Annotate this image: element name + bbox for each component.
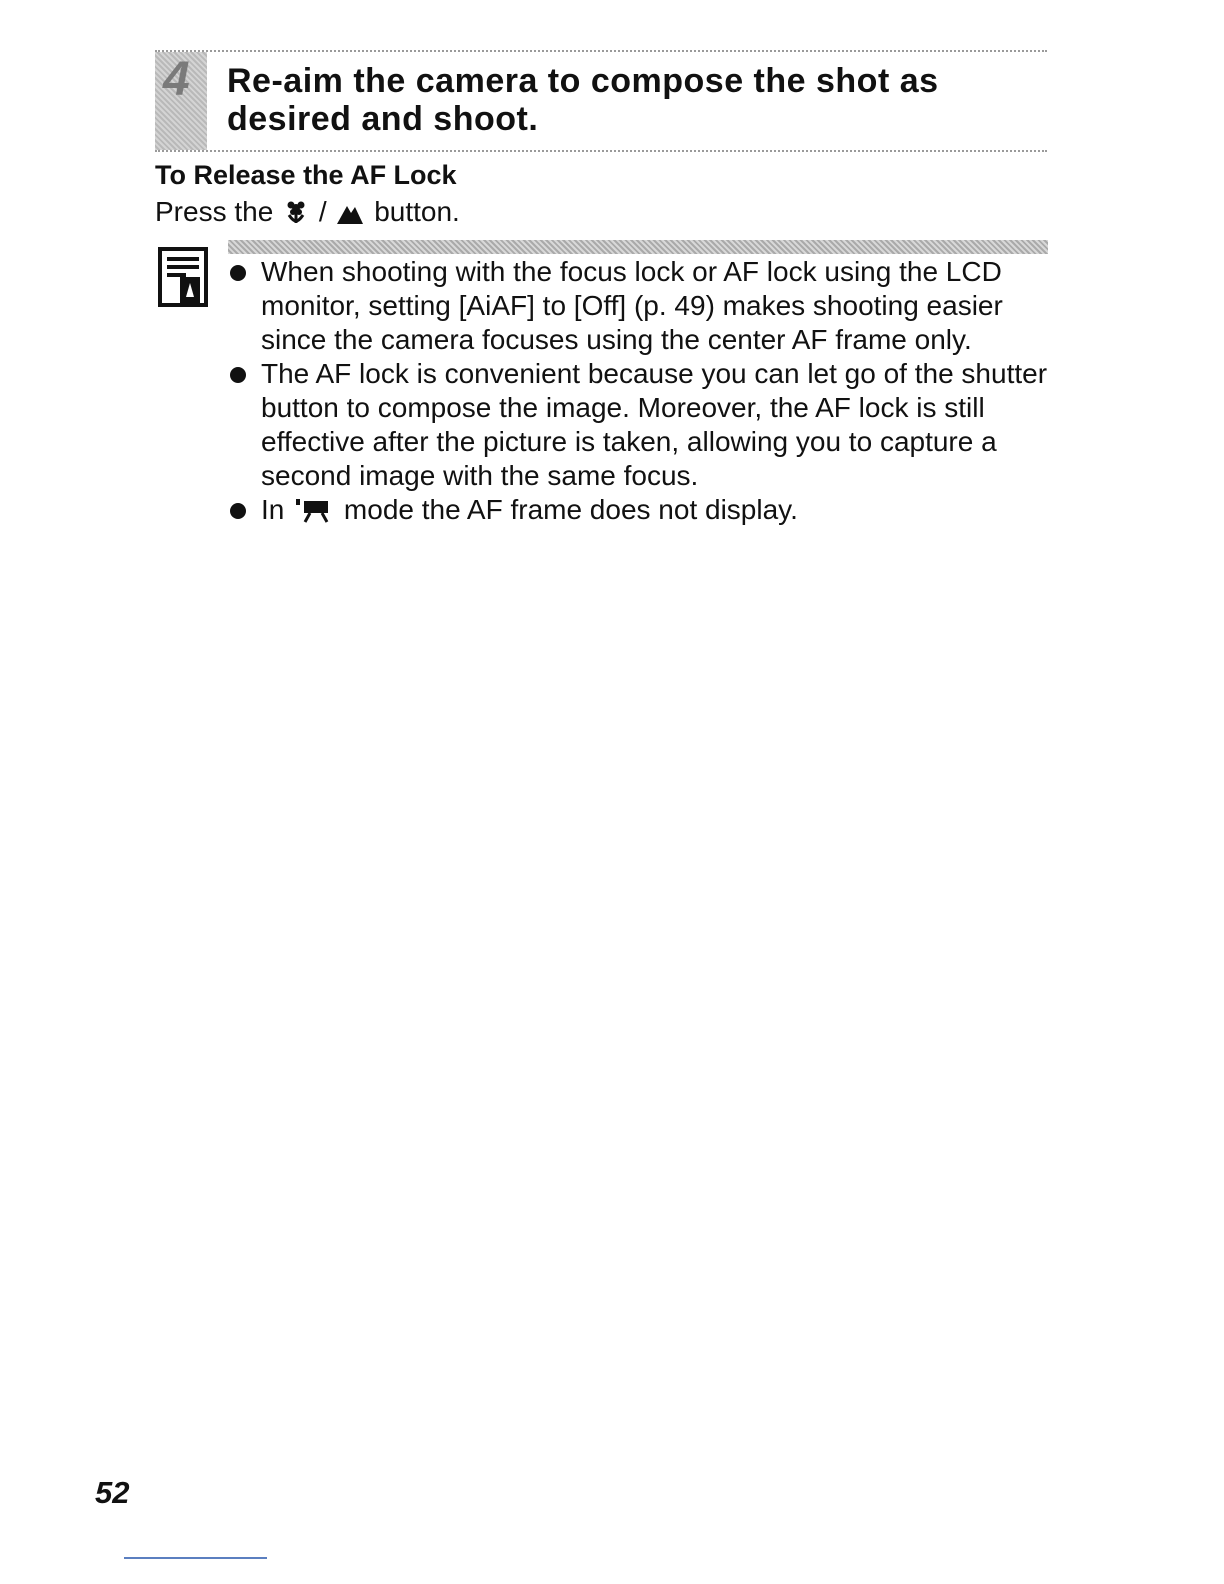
release-instruction [155, 196, 460, 228]
note-text: When shooting with the focus lock or AF lock using the LCD monitor, setting [AiAF] to [Off] (p. 49) makes shooting easier since the camera focuses using the center AF frame only. [261, 256, 1003, 355]
macro-flower-icon [283, 199, 309, 225]
bullet [230, 503, 246, 519]
step-title: Re-aim the camera to compose the shot as desired and shoot. [227, 62, 939, 138]
release-heading: To Release the AF Lock [155, 160, 457, 190]
bullet [230, 367, 246, 383]
page-number: 52 [95, 1475, 130, 1510]
note-divider [228, 240, 1048, 254]
release-text-prefix: Press the [155, 196, 274, 227]
memo-note-icon [158, 247, 208, 309]
list-item [228, 255, 1048, 357]
step-header [155, 50, 1047, 152]
list-item [228, 357, 1048, 493]
list-item [228, 493, 1048, 527]
footer-rule [124, 1557, 267, 1559]
mountain-infinity-icon [336, 201, 364, 225]
bullet [230, 265, 246, 281]
notes-list [228, 255, 1048, 527]
note-text: The AF lock is convenient because you can let go of the shutter button to compose the image. Moreover, the AF lock is still effective after the picture is taken, allowing you to capture a second image with the same focus. [261, 358, 1048, 491]
step-badge [155, 52, 207, 150]
note-text-prefix: In [261, 494, 285, 525]
release-text-suffix: button. [374, 196, 460, 227]
note-text-suffix: mode the AF frame does not display. [343, 494, 798, 525]
button-separator: / [318, 196, 327, 227]
movie-camera-icon [294, 497, 334, 523]
step-number: 4 [163, 53, 190, 106]
